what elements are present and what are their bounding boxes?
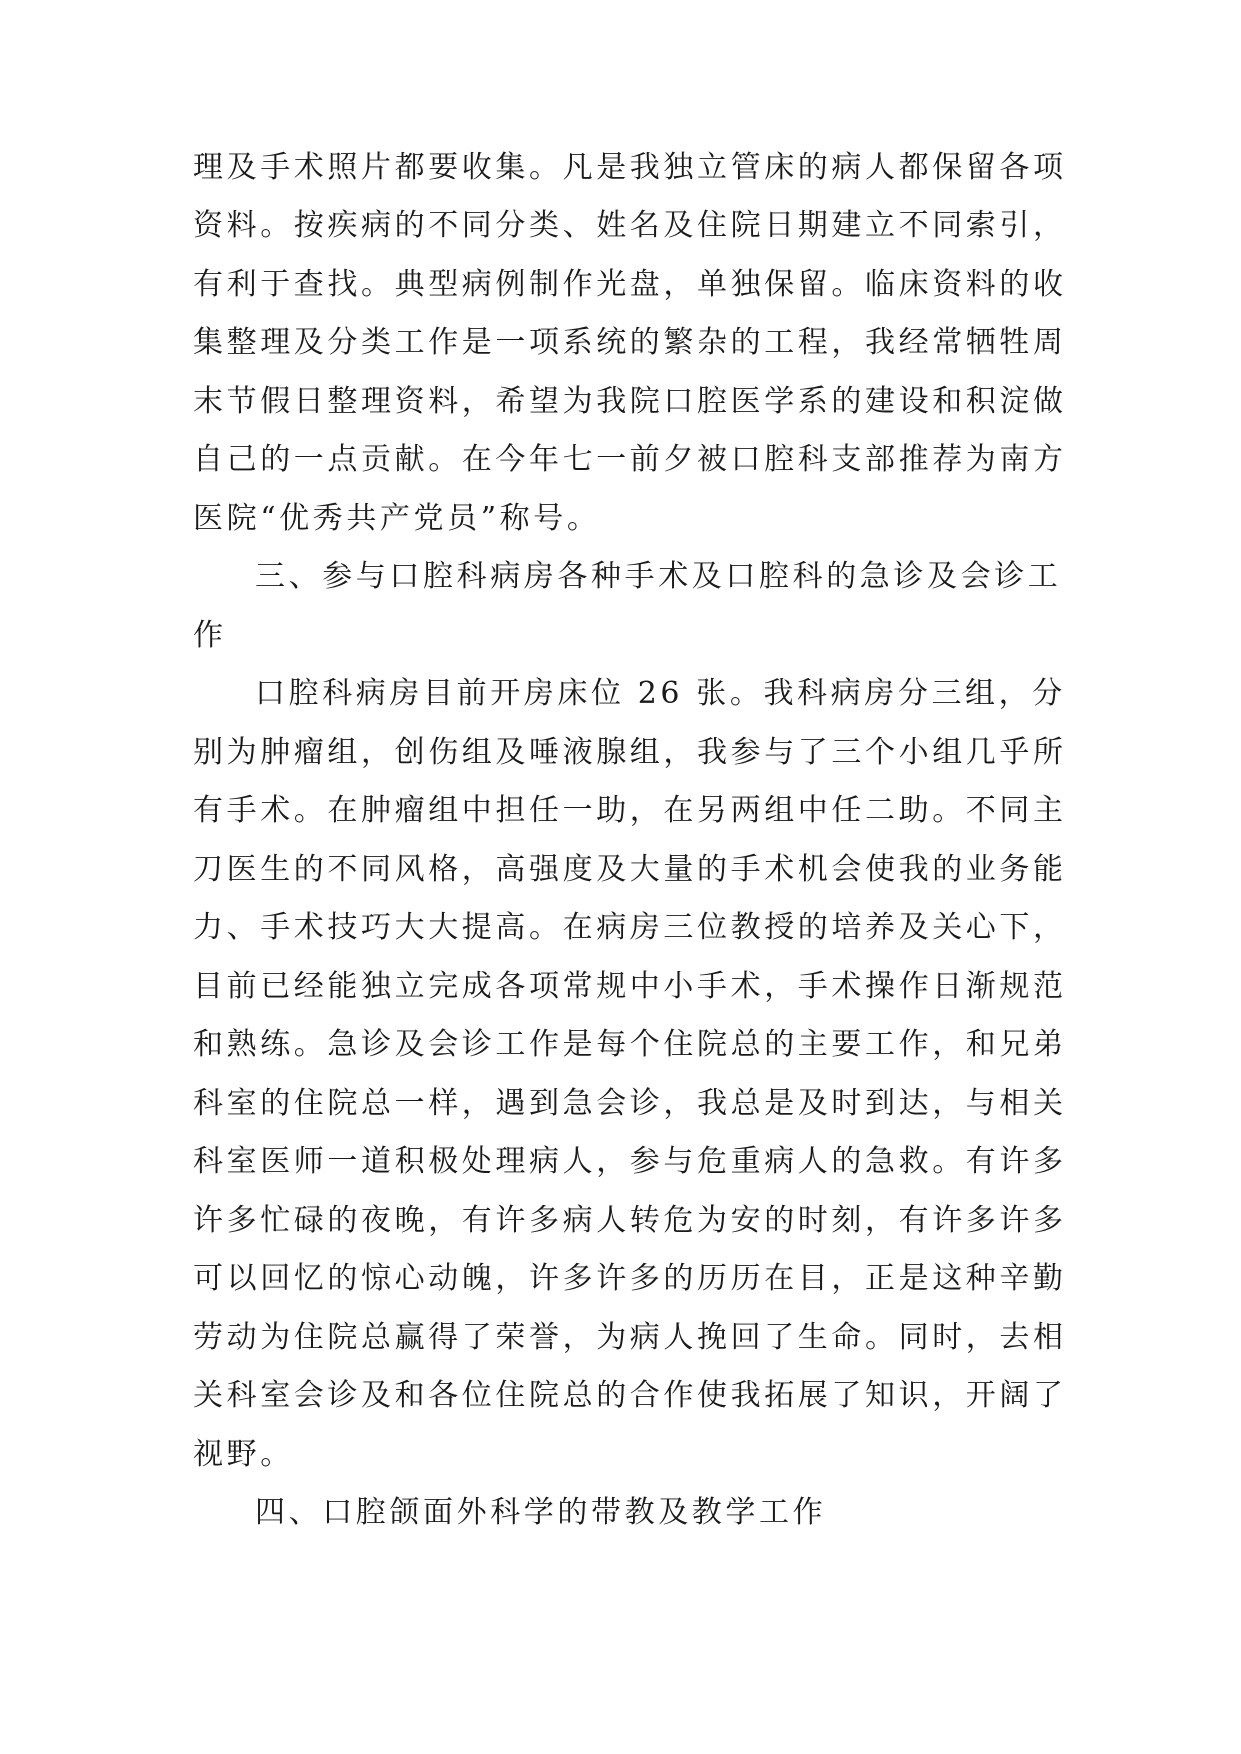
paragraph-line: 科室医师一道积极处理病人，参与危重病人的急救。有许多: [193, 1144, 1067, 1179]
paragraph-line: 视野。: [193, 1437, 294, 1472]
paragraph-line: 力、手术技巧大大提高。在病房三位教授的培养及关心下，: [193, 910, 1067, 945]
paragraph-line: 有利于查找。典型病例制作光盘，单独保留。临床资料的收: [193, 267, 1067, 302]
paragraph-line: 集整理及分类工作是一项系统的繁杂的工程，我经常牺牲周: [193, 325, 1067, 360]
paragraph-line: 资料。按疾病的不同分类、姓名及住院日期建立不同索引，: [193, 208, 1067, 243]
paragraph-line: 刀医生的不同风格，高强度及大量的手术机会使我的业务能: [193, 852, 1067, 887]
paragraph-line: 医院“优秀共产党员”称号。: [193, 501, 601, 536]
paragraph-line: 可以回忆的惊心动魄，许多许多的历历在目，正是这种辛勤: [193, 1261, 1067, 1296]
section-heading: 三、参与口腔科病房各种手术及口腔科的急诊及会诊工: [255, 559, 1062, 594]
section-heading: 四、口腔颌面外科学的带教及教学工作: [255, 1495, 827, 1530]
paragraph-line: 口腔科病房目前开房床位 26 张。我科病房分三组，分: [255, 676, 1066, 711]
paragraph-line: 有手术。在肿瘤组中担任一助，在另两组中任二助。不同主: [193, 793, 1067, 828]
paragraph-line: 关科室会诊及和各位住院总的合作使我拓展了知识，开阔了: [193, 1378, 1067, 1413]
paragraph-line: 理及手术照片都要收集。凡是我独立管床的病人都保留各项: [193, 150, 1067, 185]
paragraph-line: 科室的住院总一样，遇到急会诊，我总是及时到达，与相关: [193, 1086, 1067, 1121]
paragraph-line: 末节假日整理资料，希望为我院口腔医学系的建设和积淀做: [193, 384, 1067, 419]
section-heading-continued: 作: [193, 618, 227, 653]
paragraph-line: 劳动为住院总赢得了荣誉，为病人挽回了生命。同时，去相: [193, 1320, 1067, 1355]
paragraph-line: 和熟练。急诊及会诊工作是每个住院总的主要工作，和兄弟: [193, 1027, 1067, 1062]
paragraph-line: 许多忙碌的夜晚，有许多病人转危为安的时刻，有许多许多: [193, 1203, 1067, 1238]
paragraph-line: 别为肿瘤组，创伤组及唾液腺组，我参与了三个小组几乎所: [193, 735, 1067, 770]
paragraph-line: 自己的一点贡献。在今年七一前夕被口腔科支部推荐为南方: [193, 442, 1067, 477]
paragraph-line: 目前已经能独立完成各项常规中小手术，手术操作日渐规范: [193, 969, 1067, 1004]
